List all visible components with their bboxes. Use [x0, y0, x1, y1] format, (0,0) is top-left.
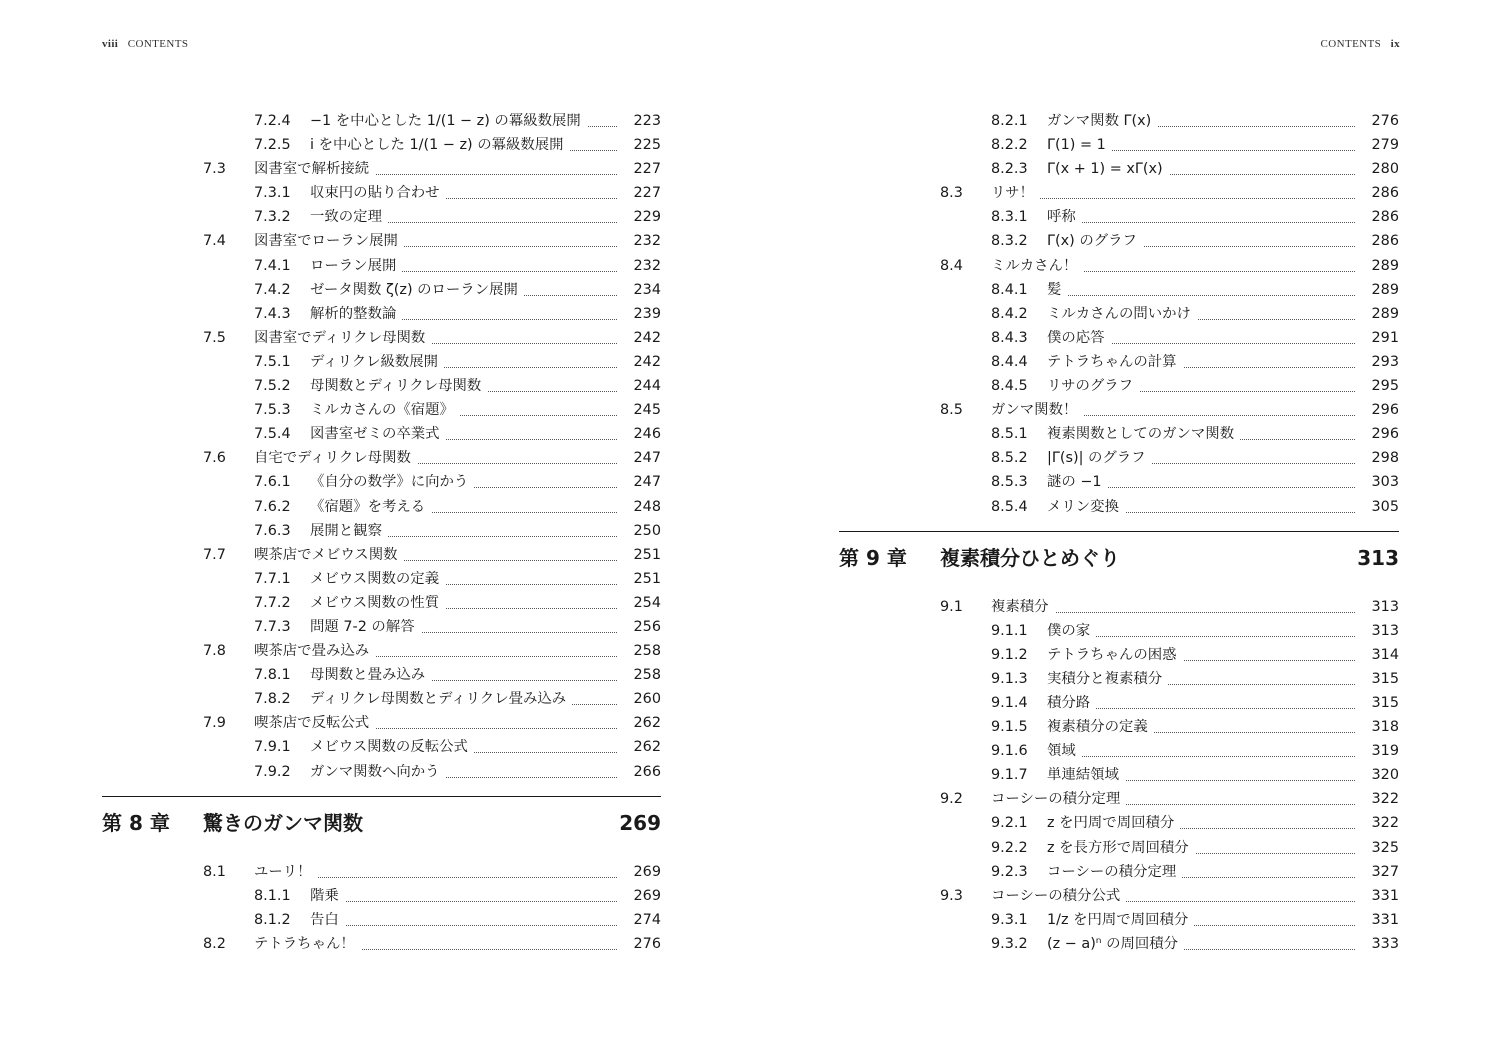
toc-subsection[interactable] [0, 398, 750, 422]
page-number: 242 [633, 329, 661, 346]
section-number: 8.4 [940, 257, 963, 274]
toc-list [750, 109, 1500, 956]
page-number: 276 [1371, 113, 1399, 129]
toc-section[interactable] [0, 543, 750, 567]
subsection-title: 図書室ゼミの卒業式 [310, 422, 446, 446]
subsection-title: ガンマ関数へ向かう [310, 760, 446, 784]
toc-section[interactable] [750, 254, 1500, 278]
section-number: 7.4 [203, 233, 226, 250]
page-number: 227 [633, 161, 661, 178]
subsection-number: 9.1.2 [991, 646, 1028, 663]
toc-subsection[interactable] [0, 519, 750, 543]
toc-list [0, 109, 750, 956]
section-number: 9.3 [940, 887, 963, 904]
subsection-number: 8.1.1 [254, 887, 291, 904]
section-number: 7.9 [203, 715, 226, 732]
toc-subsection[interactable] [0, 615, 750, 639]
toc-subsection[interactable] [750, 470, 1500, 494]
subsection-number: 9.1.7 [991, 767, 1028, 784]
subsection-title: |Γ(s)| のグラフ [1047, 446, 1152, 470]
section-number: 9.1 [940, 598, 963, 615]
subsection-title: −1 を中心とした 1/(1 − z) の冪級数展開 [310, 109, 587, 133]
page-number: 234 [633, 281, 661, 298]
subsection-number: 8.5.3 [991, 474, 1028, 491]
subsection-title: 謎の −1 [1047, 470, 1108, 494]
subsection-number: 7.3.2 [254, 209, 291, 226]
dot-leader [1047, 754, 1355, 757]
page-number: 286 [1371, 209, 1399, 226]
toc-subsection[interactable] [0, 884, 750, 908]
toc-subsection[interactable] [750, 908, 1500, 932]
page-number: 325 [1371, 839, 1399, 856]
toc-subsection[interactable] [0, 495, 750, 519]
page-number: 229 [633, 209, 661, 226]
page-number: 293 [1371, 353, 1399, 370]
page-number: 298 [1371, 450, 1399, 467]
page-number: 232 [633, 257, 661, 274]
toc-subsection[interactable] [750, 302, 1500, 326]
toc-subsection[interactable] [0, 278, 750, 302]
running-head-title: CONTENTS [127, 38, 189, 50]
toc-section[interactable] [0, 157, 750, 181]
page-number: 258 [633, 643, 661, 660]
toc-subsection[interactable] [750, 619, 1500, 643]
dot-leader [1047, 293, 1355, 296]
toc-subsection[interactable] [750, 715, 1500, 739]
subsection-title: 複素関数としてのガンマ関数 [1047, 422, 1240, 446]
subsection-title: i を中心とした 1/(1 − z) の冪級数展開 [310, 133, 570, 157]
subsection-number: 8.1.2 [254, 911, 291, 928]
dot-leader [310, 923, 617, 926]
subsection-number: 7.8.2 [254, 691, 291, 708]
section-number: 7.8 [203, 643, 226, 660]
chapter-title: 複素積分ひとめぐり [940, 545, 1120, 570]
section-title: 図書室で解析接続 [254, 157, 375, 181]
dot-leader [310, 899, 617, 902]
page-number: 250 [633, 522, 661, 539]
section-title: コーシーの積分公式 [991, 884, 1126, 908]
subsection-title: 僕の家 [1047, 619, 1096, 643]
chapter-heading[interactable] [0, 796, 750, 848]
toc-subsection[interactable] [0, 567, 750, 591]
subsection-number: 9.2.3 [991, 863, 1028, 880]
chapter-rule [102, 796, 661, 798]
subsection-number: 7.8.1 [254, 667, 291, 684]
page-number: 296 [1371, 402, 1399, 419]
page-number: 269 [633, 863, 661, 880]
subsection-number: 7.6.2 [254, 498, 291, 515]
subsection-number: 7.7.1 [254, 570, 291, 587]
page-number: 251 [633, 570, 661, 587]
subsection-number: 7.5.4 [254, 426, 291, 443]
subsection-title: 母関数とディリクレ母関数 [310, 374, 487, 398]
page-number: 315 [1371, 670, 1399, 687]
subsection-title: 問題 7-2 の解答 [310, 615, 421, 639]
subsection-number: 8.4.1 [991, 281, 1028, 298]
subsection-number: 7.7.3 [254, 618, 291, 635]
subsection-title: 実積分と複素積分 [1047, 667, 1168, 691]
page-number: 269 [633, 887, 661, 904]
page-number: 333 [1371, 935, 1399, 952]
subsection-number: 9.2.1 [991, 815, 1028, 832]
page-number: 247 [633, 450, 661, 467]
subsection-title: 告白 [310, 908, 345, 932]
toc-section[interactable] [0, 639, 750, 663]
page-number: 289 [1371, 305, 1399, 322]
page-number: 254 [633, 594, 661, 611]
subsection-title: 展開と観察 [310, 519, 388, 543]
toc-subsection[interactable] [0, 591, 750, 615]
toc-subsection[interactable] [0, 422, 750, 446]
toc-section[interactable] [0, 326, 750, 350]
section-title: ミルカさん！ [991, 254, 1083, 278]
subsection-title: ミルカさんの《宿題》 [310, 398, 460, 422]
page-number: 289 [1371, 257, 1399, 274]
page-number: 327 [1371, 863, 1399, 880]
subsection-title: 複素積分の定義 [1047, 715, 1154, 739]
toc-section[interactable] [0, 229, 750, 253]
page-number: 248 [633, 498, 661, 515]
toc-subsection[interactable] [0, 760, 750, 784]
subsection-title: z を長方形で周回積分 [1047, 836, 1195, 860]
page-number: 295 [1371, 378, 1399, 395]
page-number: 225 [633, 137, 661, 154]
subsection-title: Γ(1) = 1 [1047, 133, 1112, 157]
page-number: 319 [1371, 743, 1399, 760]
subsection-number: 7.2.5 [254, 137, 291, 154]
page-number: 247 [633, 474, 661, 491]
section-title: 喫茶店でメビウス関数 [254, 543, 403, 567]
subsection-number: 9.2.2 [991, 839, 1028, 856]
toc-subsection[interactable] [0, 735, 750, 759]
folio: ix [1390, 38, 1400, 50]
subsection-number: 9.1.5 [991, 719, 1028, 736]
subsection-number: 8.3.2 [991, 233, 1028, 250]
subsection-number: 7.5.1 [254, 353, 291, 370]
subsection-number: 8.2.3 [991, 161, 1028, 178]
toc-section[interactable] [0, 860, 750, 884]
page-number: 289 [1371, 281, 1399, 298]
subsection-title: 単連結領域 [1047, 763, 1125, 787]
page-number: 274 [633, 911, 661, 928]
subsection-number: 9.1.1 [991, 622, 1028, 639]
toc-subsection[interactable] [0, 908, 750, 932]
section-title: ガンマ関数！ [991, 398, 1083, 422]
subsection-number: 9.1.6 [991, 743, 1028, 760]
section-title: 喫茶店で畳み込み [254, 639, 375, 663]
subsection-number: 7.5.2 [254, 378, 291, 395]
toc-subsection[interactable] [750, 495, 1500, 519]
toc-subsection[interactable] [0, 663, 750, 687]
page-number: 256 [633, 618, 661, 635]
toc-subsection[interactable] [0, 350, 750, 374]
chapter-heading[interactable] [750, 531, 1500, 583]
subsection-number: 8.5.4 [991, 498, 1028, 515]
subsection-number: 8.4.2 [991, 305, 1028, 322]
section-title: リサ！ [991, 181, 1040, 205]
subsection-title: ディリクレ級数展開 [310, 350, 444, 374]
subsection-title: 《自分の数学》に向かう [310, 470, 474, 494]
page-number: 296 [1371, 426, 1399, 443]
toc-section[interactable] [750, 398, 1500, 422]
section-title: 自宅でディリクレ母関数 [254, 446, 417, 470]
page-number: 262 [633, 739, 661, 756]
subsection-number: 8.2.2 [991, 137, 1028, 154]
toc-subsection[interactable] [0, 374, 750, 398]
page-number: 266 [633, 763, 661, 780]
subsection-title: 積分路 [1047, 691, 1096, 715]
section-title: ユーリ！ [254, 860, 318, 884]
chapter-number: 第 9 章 [839, 545, 907, 570]
subsection-number: 8.2.1 [991, 113, 1028, 129]
section-number: 8.3 [940, 185, 963, 202]
toc-section[interactable] [750, 787, 1500, 811]
toc-subsection[interactable] [0, 470, 750, 494]
subsection-title: ミルカさんの問いかけ [1047, 302, 1197, 326]
toc-subsection[interactable] [0, 205, 750, 229]
page-number: 313 [1371, 622, 1399, 639]
section-title: テトラちゃん！ [254, 932, 361, 956]
toc-subsection[interactable] [750, 205, 1500, 229]
toc-section[interactable] [0, 711, 750, 735]
page-number: 286 [1371, 185, 1399, 202]
section-number: 7.7 [203, 546, 226, 563]
section-number: 7.6 [203, 450, 226, 467]
subsection-title: ガンマ関数 Γ(x) [1047, 109, 1157, 133]
toc-section[interactable] [750, 181, 1500, 205]
folio: viii [102, 38, 119, 50]
section-number: 9.2 [940, 791, 963, 808]
page-number: 291 [1371, 329, 1399, 346]
subsection-number: 8.4.4 [991, 353, 1028, 370]
page-number: 242 [633, 353, 661, 370]
section-number: 7.3 [203, 161, 226, 178]
page-number: 322 [1371, 791, 1399, 808]
subsection-title: テトラちゃんの困惑 [1047, 643, 1183, 667]
subsection-title: 解析的整数論 [310, 302, 402, 326]
page-number: 313 [1371, 598, 1399, 615]
toc-subsection[interactable] [750, 932, 1500, 956]
toc-subsection[interactable] [0, 133, 750, 157]
section-title: 図書室でディリクレ母関数 [254, 326, 431, 350]
subsection-number: 9.1.3 [991, 670, 1028, 687]
page-number: 305 [1371, 498, 1399, 515]
toc-subsection[interactable] [750, 811, 1500, 835]
toc-subsection[interactable] [750, 763, 1500, 787]
chapter-page: 313 [1357, 545, 1399, 570]
subsection-title: リサのグラフ [1047, 374, 1139, 398]
page-number: 279 [1371, 137, 1399, 154]
page-number: 322 [1371, 815, 1399, 832]
toc-subsection[interactable] [750, 739, 1500, 763]
subsection-number: 8.5.2 [991, 450, 1028, 467]
toc-subsection[interactable] [750, 109, 1500, 133]
section-title: コーシーの積分定理 [991, 787, 1126, 811]
running-head-title: CONTENTS [1320, 38, 1382, 50]
dot-leader [991, 196, 1355, 199]
section-number: 7.5 [203, 329, 226, 346]
toc-subsection[interactable] [0, 254, 750, 278]
toc-subsection[interactable] [750, 326, 1500, 350]
subsection-title: 髪 [1047, 278, 1067, 302]
subsection-number: 7.9.1 [254, 739, 291, 756]
page-number: 262 [633, 715, 661, 732]
page-number: 331 [1371, 911, 1399, 928]
toc-section[interactable] [0, 446, 750, 470]
page-number: 303 [1371, 474, 1399, 491]
page-number: 239 [633, 305, 661, 322]
toc-section[interactable] [750, 595, 1500, 619]
subsection-title: メビウス関数の反転公式 [310, 735, 474, 759]
section-number: 8.1 [203, 863, 226, 880]
subsection-title: 領域 [1047, 739, 1082, 763]
chapter-page: 269 [619, 810, 661, 835]
subsection-title: コーシーの積分定理 [1047, 860, 1182, 884]
page-number: 246 [633, 426, 661, 443]
toc-subsection[interactable] [750, 422, 1500, 446]
section-number: 8.2 [203, 935, 226, 952]
subsection-title: 階乗 [310, 884, 345, 908]
subsection-number: 7.4.3 [254, 305, 291, 322]
page-number: 251 [633, 546, 661, 563]
toc-subsection[interactable] [750, 350, 1500, 374]
toc-subsection[interactable] [750, 643, 1500, 667]
subsection-number: 7.6.1 [254, 474, 291, 491]
toc-subsection[interactable] [0, 687, 750, 711]
subsection-number: 7.2.4 [254, 113, 291, 129]
chapter-rule [839, 531, 1399, 533]
subsection-title: Γ(x) のグラフ [1047, 229, 1143, 253]
subsection-title: メビウス関数の性質 [310, 591, 445, 615]
toc-section[interactable] [750, 884, 1500, 908]
page-number: 260 [633, 691, 661, 708]
page-number: 223 [633, 113, 661, 129]
page-number: 258 [633, 667, 661, 684]
running-head-right [1321, 38, 1400, 50]
subsection-title: 《宿題》を考える [310, 495, 431, 519]
toc-subsection[interactable] [750, 157, 1500, 181]
subsection-number: 7.3.1 [254, 185, 291, 202]
subsection-title: テトラちゃんの計算 [1047, 350, 1183, 374]
subsection-number: 9.3.2 [991, 935, 1028, 952]
toc-subsection[interactable] [750, 667, 1500, 691]
page-number: 331 [1371, 887, 1399, 904]
page-number: 286 [1371, 233, 1399, 250]
page-number: 244 [633, 378, 661, 395]
section-title: 喫茶店で反転公式 [254, 711, 375, 735]
subsection-number: 7.5.3 [254, 402, 291, 419]
subsection-number: 8.3.1 [991, 209, 1028, 226]
toc-subsection[interactable] [750, 278, 1500, 302]
subsection-title: メビウス関数の定義 [310, 567, 445, 591]
section-title: 図書室でローラン展開 [254, 229, 404, 253]
toc-subsection[interactable] [750, 374, 1500, 398]
subsection-title: 僕の応答 [1047, 326, 1111, 350]
toc-subsection[interactable] [0, 302, 750, 326]
subsection-title: ゼータ関数 ζ(z) のローラン展開 [310, 278, 524, 302]
toc-subsection[interactable] [750, 229, 1500, 253]
subsection-title: 母関数と畳み込み [310, 663, 431, 687]
page-number: 232 [633, 233, 661, 250]
dot-leader [1047, 220, 1355, 223]
toc-subsection[interactable] [750, 836, 1500, 860]
subsection-number: 9.3.1 [991, 911, 1028, 928]
page-number: 315 [1371, 694, 1399, 711]
subsection-number: 8.4.3 [991, 329, 1028, 346]
toc-section[interactable] [0, 932, 750, 956]
page-number: 320 [1371, 767, 1399, 784]
page-number: 314 [1371, 646, 1399, 663]
subsection-title: 収束円の貼り合わせ [310, 181, 446, 205]
toc-subsection[interactable] [750, 133, 1500, 157]
subsection-title: 1/z を円周で周回積分 [1047, 908, 1194, 932]
subsection-number: 7.4.2 [254, 281, 291, 298]
subsection-title: Γ(x + 1) = xΓ(x) [1047, 157, 1169, 181]
subsection-number: 8.4.5 [991, 378, 1028, 395]
page-number: 280 [1371, 161, 1399, 178]
chapter-number: 第 8 章 [102, 810, 170, 835]
subsection-number: 7.6.3 [254, 522, 291, 539]
subsection-title: (z − a)ⁿ の周回積分 [1047, 932, 1184, 956]
section-title: 複素積分 [991, 595, 1055, 619]
subsection-title: z を円周で周回積分 [1047, 811, 1180, 835]
subsection-number: 9.1.4 [991, 694, 1028, 711]
subsection-number: 7.4.1 [254, 257, 291, 274]
toc-subsection[interactable] [0, 181, 750, 205]
page-number: 318 [1371, 719, 1399, 736]
toc-subsection[interactable] [0, 109, 750, 133]
page-number: 245 [633, 402, 661, 419]
subsection-title: ローラン展開 [310, 254, 402, 278]
page-number: 227 [633, 185, 661, 202]
running-head-left [102, 38, 188, 50]
toc-subsection[interactable] [750, 446, 1500, 470]
subsection-title: 一致の定理 [310, 205, 388, 229]
subsection-title: メリン変換 [1047, 495, 1125, 519]
subsection-title: 呼称 [1047, 205, 1082, 229]
chapter-title: 驚きのガンマ関数 [203, 810, 363, 835]
section-number: 8.5 [940, 402, 963, 419]
toc-subsection[interactable] [750, 691, 1500, 715]
toc-subsection[interactable] [750, 860, 1500, 884]
subsection-title: ディリクレ母関数とディリクレ畳み込み [310, 687, 572, 711]
page-number: 276 [633, 935, 661, 952]
subsection-number: 7.7.2 [254, 594, 291, 611]
subsection-number: 7.9.2 [254, 763, 291, 780]
right-page [750, 0, 1500, 1064]
subsection-number: 8.5.1 [991, 426, 1028, 443]
